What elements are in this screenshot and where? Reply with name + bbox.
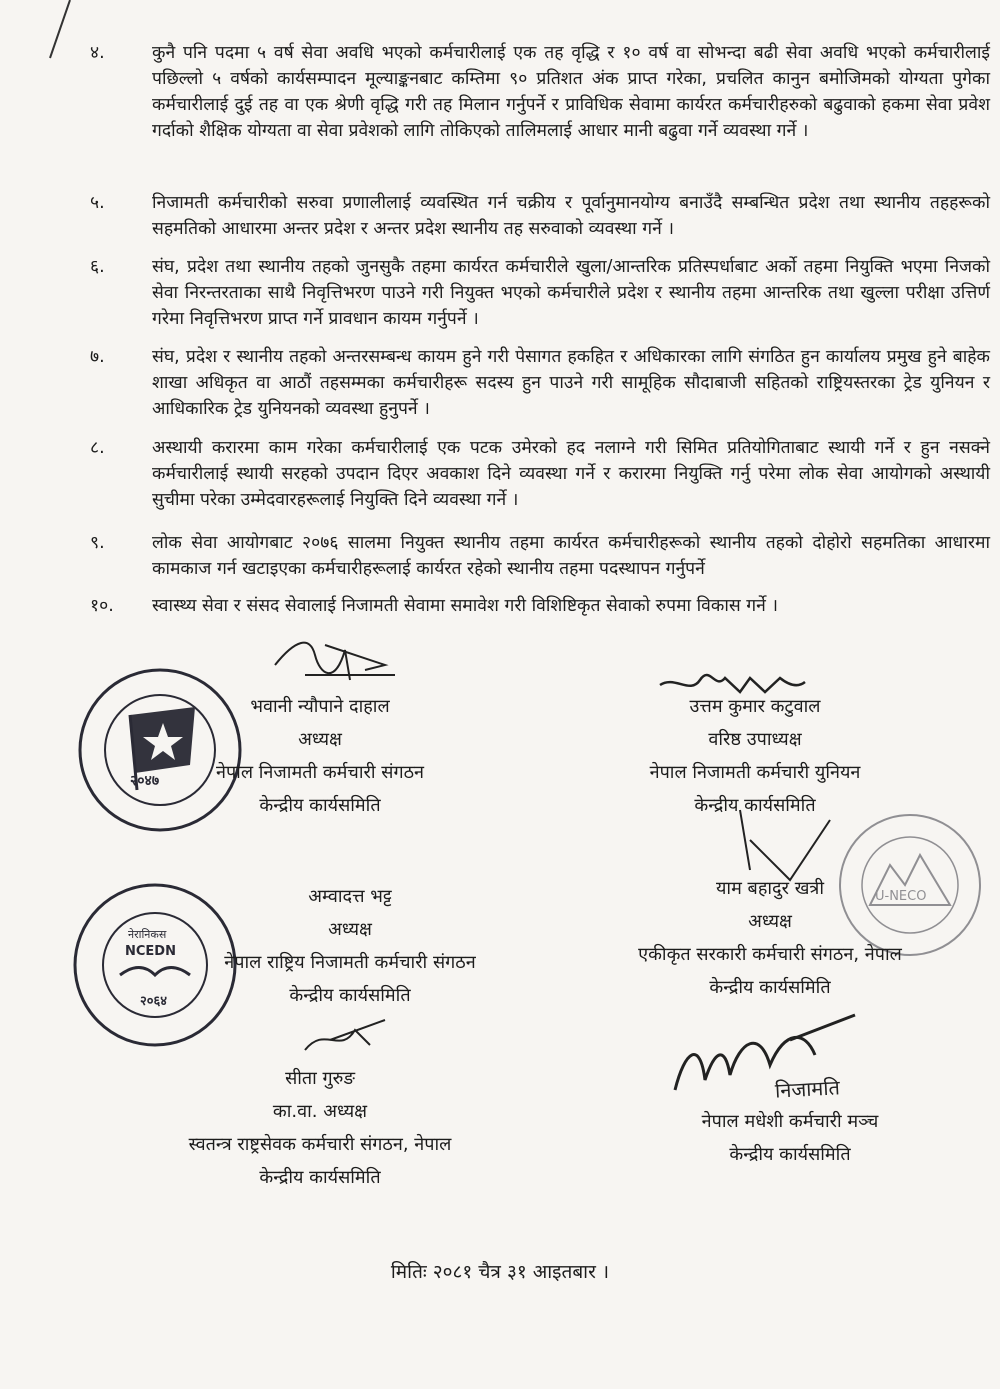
item-number: १०.	[90, 596, 114, 616]
signature-scribble-4	[300, 1015, 390, 1060]
document-date: मितिः २०८१ चैत्र ३१ आइतबार ।	[390, 1261, 610, 1283]
item-text: लोक सेवा आयोगबाट २०७६ सालमा नियुक्त स्थानीय तहमा कार्यरत कर्मचारीहरूको स्थानीय तहको दोहोरो सहमतिका आधारमा कामकाज गर्न खटाइएका कर्मचारीहरूलाई कार्यरत रहेको स्थानीय तहमा पदस्थापन गर्नुपर्ने	[152, 533, 990, 579]
signatory-name: भवानी न्यौपाने दाहाल	[250, 696, 390, 717]
signatory-block-4	[585, 872, 955, 1004]
item-text: स्वास्थ्य सेवा र संसद सेवालाई निजामती सेवामा समावेश गरी विशिष्टिकृत सेवाको रुपमा विकास गर्ने ।	[152, 596, 779, 616]
signatory-role: अध्यक्ष	[298, 729, 342, 750]
seal-year: २०६४	[140, 994, 168, 1009]
list-item-5	[90, 190, 990, 242]
signatory-org: नेपाल राष्ट्रिय निजामती कर्मचारी संगठन	[224, 952, 476, 973]
signatory-role: अध्यक्ष	[328, 919, 372, 940]
item-text: संघ, प्रदेश तथा स्थानीय तहको जुनसुकै तहमा कार्यरत कर्मचारीले खुला/आन्तरिक प्रतिस्पर्धाबाट अर्को तहमा नियुक्ति भएमा निजको सेवा निरन्तरताका साथै निवृत्तिभरण पाउने गरी नियुक्त भएको कर्मचारीले प्रदेश र स्थानीय तहमा आन्तरिक तथा खुल्ला परीक्षा उत्तिर्ण गरेमा निवृत्तिभरण प्राप्त गर्ने प्रावधान कायम गर्नुपर्ने ।	[152, 257, 990, 329]
signatory-name: अम्वादत्त भट्ट	[308, 886, 392, 907]
handwritten-note: निजामति	[774, 1075, 841, 1103]
list-item-9	[90, 530, 990, 582]
signatory-block-5	[130, 1062, 510, 1194]
signatory-role: अध्यक्ष	[748, 911, 792, 932]
signatory-block-6	[655, 1105, 925, 1171]
item-text: कुनै पनि पदमा ५ वर्ष सेवा अवधि भएको कर्मचारीलाई एक तह वृद्धि र १० वर्ष वा सोभन्दा बढी सेवा अवधि भएको कर्मचारीलाई पछिल्लो ५ वर्षको कार्यसम्पादन मूल्याङ्कनबाट कम्तिमा ९० प्रतिशत अंक प्राप्त गरेका, प्रचलित कानुन बमोजिमको योग्यता पुगेका कर्मचारीलाई दुई तह वा एक श्रेणी वृद्धि गरी तह मिलान गर्नुपर्ने र प्राविधिक सेवामा कार्यरत कर्मचारीहरुको बढुवाको हकमा सेवा प्रवेश गर्दाको शैक्षिक योग्यता वा सेवा प्रवेशको लागि तोकिएको तालिमलाई आधार मानी बढुवा गर्ने व्यवस्था गर्ने ।	[152, 43, 990, 141]
signatory-org: नेपाल निजामती कर्मचारी युनियन	[649, 762, 861, 783]
signatory-block-3	[170, 880, 530, 1012]
signatory-role: का.वा. अध्यक्ष	[272, 1101, 368, 1122]
item-text: संघ, प्रदेश र स्थानीय तहको अन्तरसम्बन्ध कायम हुने गरी पेसागत हकहित र अधिकारका लागि संगठित हुन कार्यालय प्रमुख हुने बाहेक शाखा अधिकृत वा आठौं तहसम्मका कर्मचारीहरू सदस्य हुन पाउने गरी सामूहिक सौदाबाजी सहितको राष्ट्रियस्तरका ट्रेड युनियन र आधिकारिक ट्रेड युनियनको व्यवस्था हुनुपर्ने ।	[152, 347, 990, 419]
signatory-org: नेपाल निजामती कर्मचारी संगठन	[215, 762, 425, 783]
signatory-org: स्वतन्त्र राष्ट्रसेवक कर्मचारी संगठन, नेपाल	[188, 1134, 452, 1155]
seal-abbr: NCEDN	[125, 944, 176, 959]
signatory-role: वरिष्ठ उपाध्यक्ष	[708, 729, 802, 750]
seal-text: U-NECO	[875, 889, 927, 904]
signatory-committee: केन्द्रीय कार्यसमिति	[289, 985, 411, 1006]
signatory-committee: केन्द्रीय कार्यसमिति	[729, 1144, 851, 1165]
item-number: ७.	[90, 347, 105, 367]
item-text: अस्थायी करारमा काम गरेका कर्मचारीलाई एक पटक उमेरको हद नलाग्ने गरी सिमित प्रतियोगिताबाट स्थायी गर्ने र हुन नसक्ने कर्मचारीलाई स्थायी सरहको उपदान दिएर अवकाश दिने व्यवस्था गर्ने र करारमा नियुक्ति गर्नु परेमा लोक सेवा आयोगको अस्थायी सुचीमा परेका उम्मेदवारहरूलाई नियुक्ति दिने व्यवस्था गर्ने ।	[152, 438, 990, 510]
signatory-committee: केन्द्रीय कार्यसमिति	[259, 795, 381, 816]
item-number: ५.	[90, 193, 105, 213]
seal-year: २०४७	[130, 773, 160, 789]
list-item-7	[90, 344, 990, 422]
item-number: ४.	[90, 43, 105, 63]
margin-pen-stroke	[40, 0, 80, 60]
signatory-name: याम बहादुर खत्री	[715, 878, 825, 899]
list-item-6	[90, 254, 990, 332]
signatory-name: सीता गुरुङ	[285, 1068, 355, 1089]
signatory-org: नेपाल मधेशी कर्मचारी मञ्च	[701, 1111, 879, 1132]
item-text: निजामती कर्मचारीको सरुवा प्रणालीलाई व्यवस्थित गर्न चक्रीय र पूर्वानुमानयोग्य बनाउँदै सम्बन्धित प्रदेश तथा स्थानीय तहहरूको सहमतिको आधारमा अन्तर प्रदेश र अन्तर प्रदेश स्थानीय तह सरुवाको व्यवस्था गर्ने ।	[152, 193, 990, 239]
item-number: ९.	[90, 533, 105, 553]
signatory-block-1	[195, 690, 445, 822]
list-item-10	[90, 593, 990, 619]
signatory-committee: केन्द्रीय कार्यसमिति	[259, 1167, 381, 1188]
item-number: ८.	[90, 438, 105, 458]
signatory-committee: केन्द्रीय कार्यसमिति	[709, 977, 831, 998]
signatory-org: एकीकृत सरकारी कर्मचारी संगठन, नेपाल	[638, 944, 902, 965]
signatory-name: उत्तम कुमार कटुवाल	[689, 696, 821, 717]
list-item-8	[90, 435, 990, 513]
list-item-4	[90, 40, 990, 144]
seal-abbr-np: नेरानिकस	[128, 928, 167, 941]
item-number: ६.	[90, 257, 105, 277]
signatory-committee: केन्द्रीय कार्यसमिति	[694, 795, 816, 816]
signature-scribble-1	[265, 625, 405, 695]
